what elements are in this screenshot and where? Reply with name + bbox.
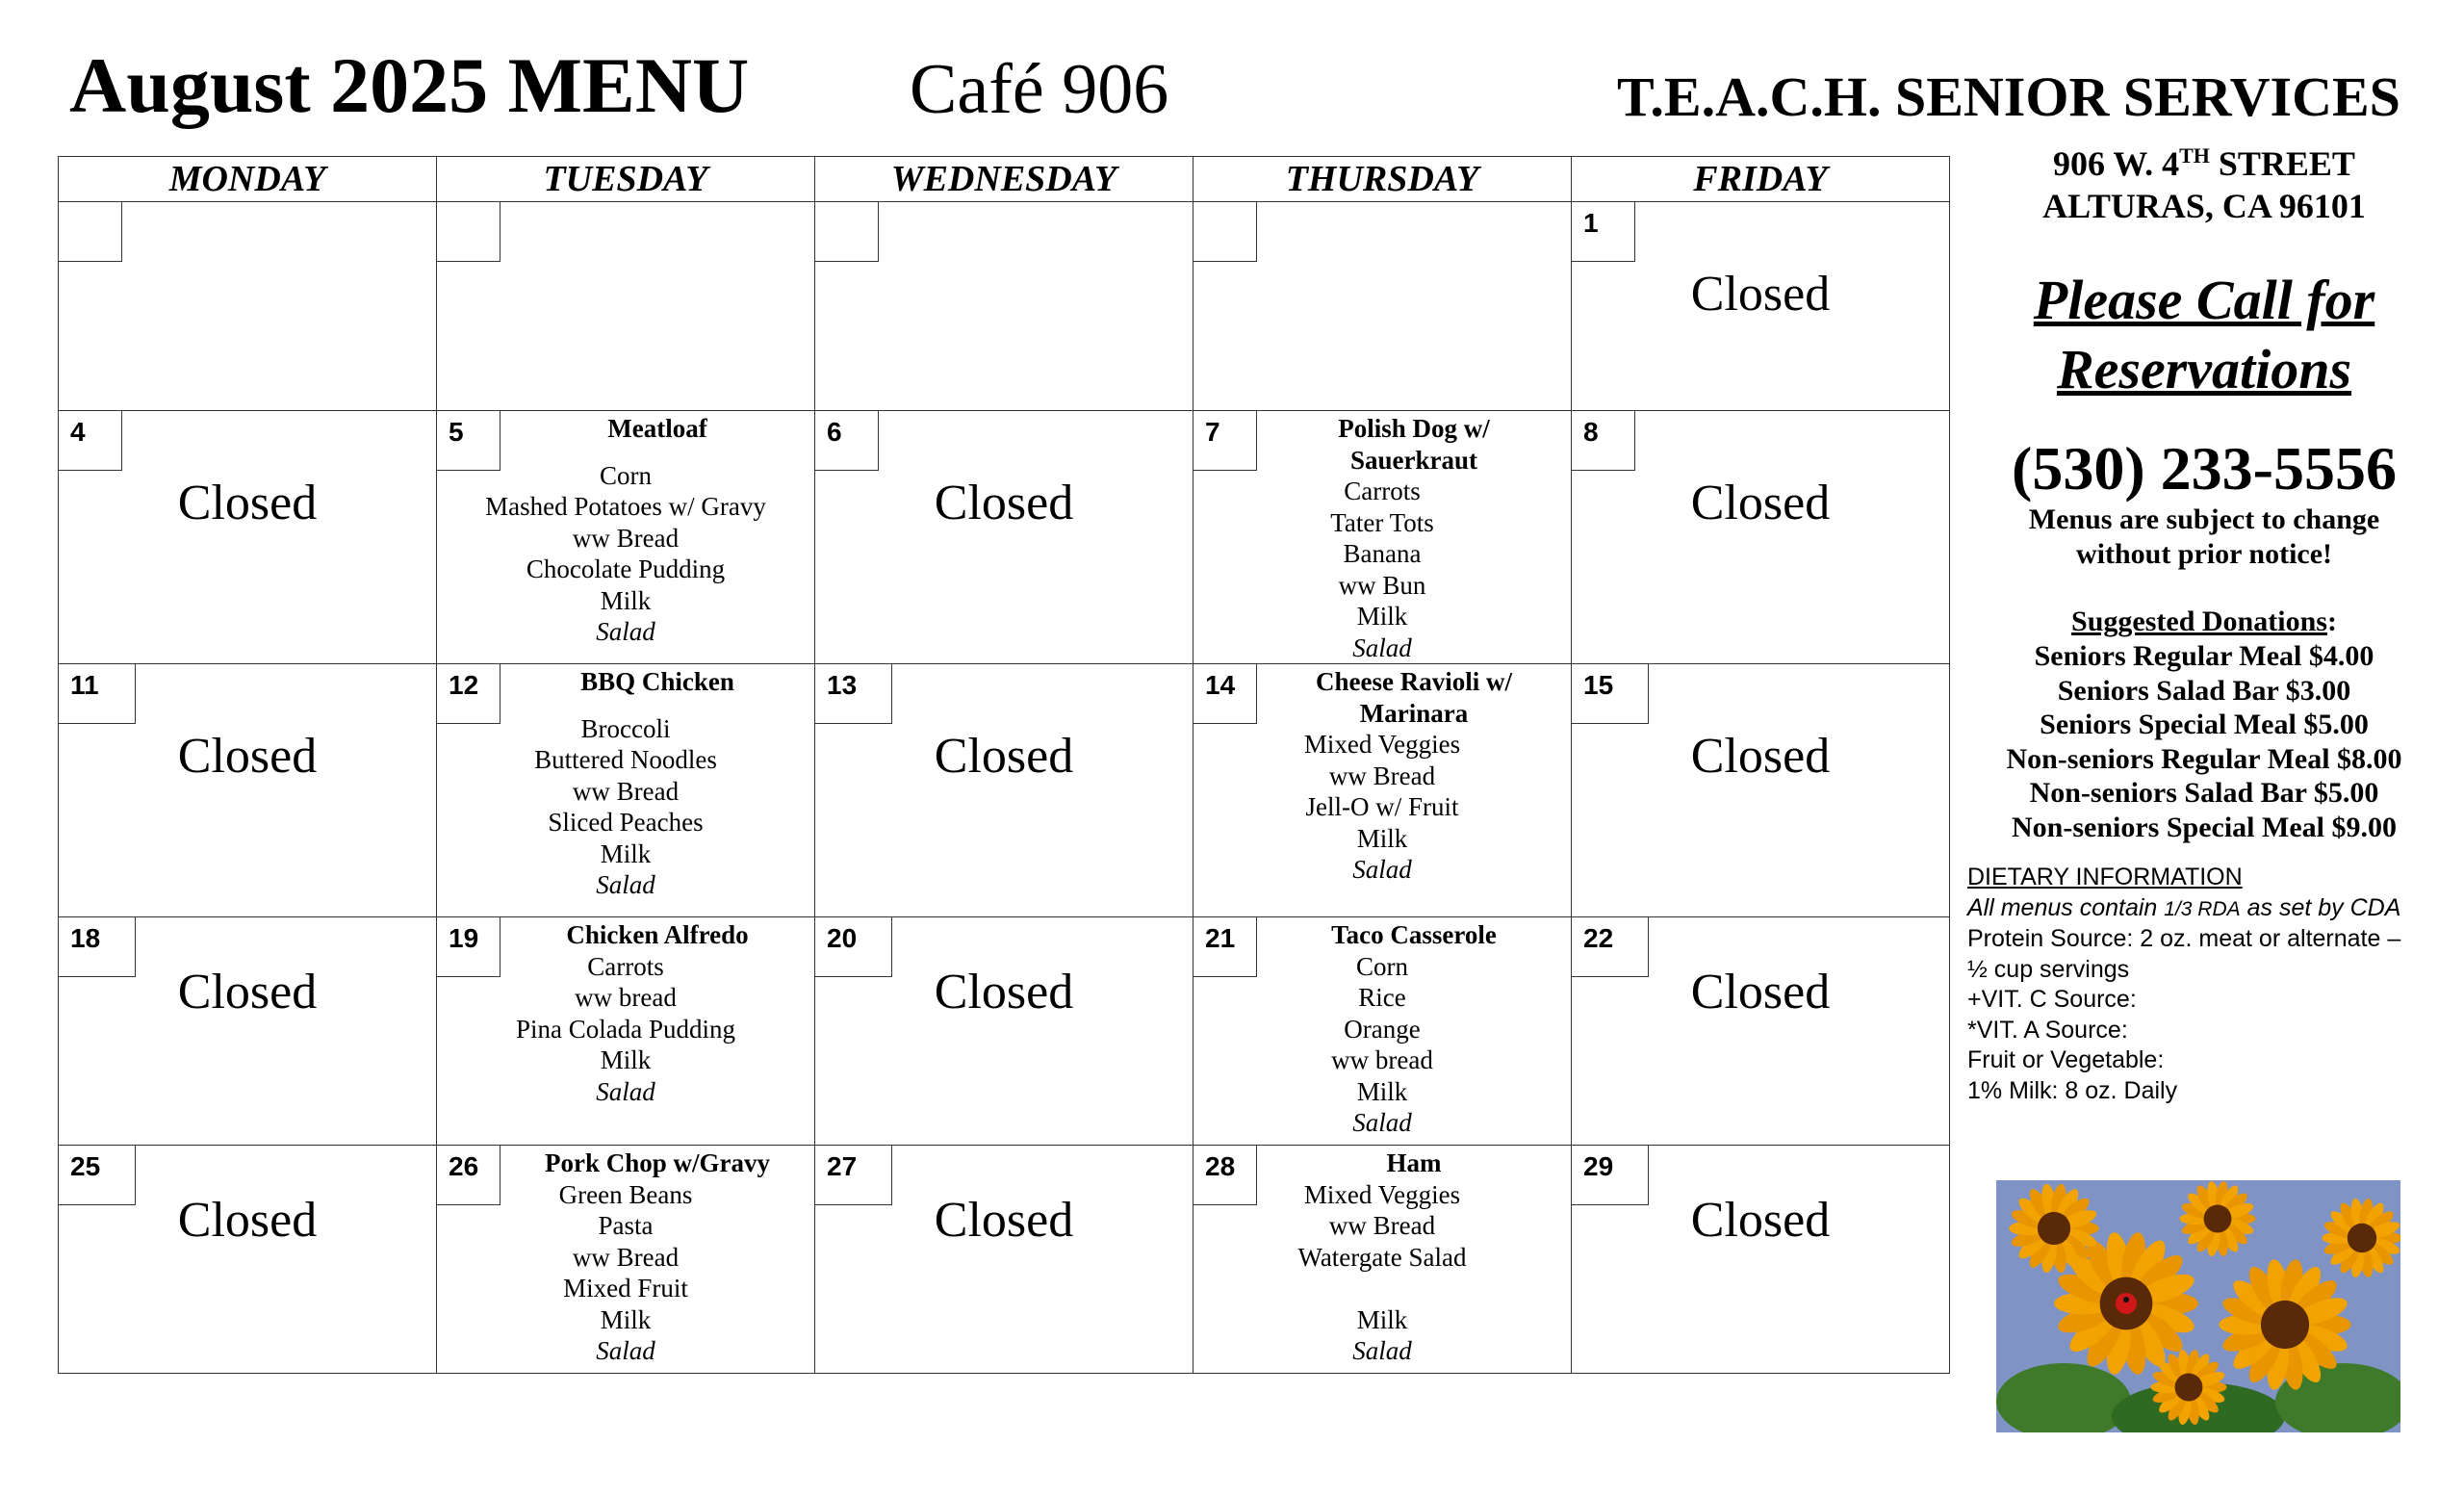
week-row [59, 411, 1950, 664]
sunflower-photo [1996, 1180, 2400, 1432]
day-cell [437, 411, 815, 664]
side-item: Sliced Peaches [548, 808, 704, 837]
day-cell [815, 664, 1194, 917]
address-ordinal: TH [2179, 143, 2210, 168]
day-cell [1572, 202, 1950, 411]
week-row [59, 1146, 1950, 1374]
side-item: Banana [1343, 539, 1422, 568]
closed-label: Closed [1690, 476, 1831, 530]
closed-label: Closed [177, 729, 318, 784]
side-item: Mashed Potatoes w/ Gravy [485, 492, 766, 521]
side-item: ww Bread [572, 1242, 680, 1272]
day-cell [815, 202, 1194, 411]
dietary-line: Protein Source: 2 oz. meat or alternate – ½ cup servings [1967, 925, 2401, 983]
side-item: Mixed Fruit [563, 1274, 688, 1303]
day-number: 12 [437, 664, 500, 724]
closed-label: Closed [934, 1193, 1074, 1248]
menu-calendar [58, 156, 1950, 1374]
side-item: Milk [1356, 602, 1408, 631]
side-item: Milk [600, 1304, 652, 1334]
address-street: 906 W. 4 [2053, 144, 2180, 183]
side-item: Milk [1356, 823, 1408, 853]
entree: Cheese Ravioli w/ [1316, 667, 1512, 696]
weekday-tuesday: TUESDAY [437, 157, 815, 202]
dietary-line: 1% Milk: 8 oz. Daily [1967, 1076, 2178, 1104]
closed-label: Closed [1690, 729, 1831, 784]
side-item: Corn [1356, 951, 1408, 981]
week-row [59, 664, 1950, 917]
rda-prefix: All menus contain [1967, 893, 2165, 921]
day-cell [1194, 1146, 1572, 1374]
entree: Polish Dog w/ [1338, 414, 1490, 443]
entree: Pork Chop w/Gravy [544, 1148, 770, 1177]
side-item: Milk [600, 838, 652, 868]
day-cell [437, 202, 815, 411]
closed-label: Closed [177, 1193, 318, 1248]
side-item: Rice [1358, 983, 1406, 1012]
weekday-friday: FRIDAY [1572, 157, 1950, 202]
entree: Taco Casserole [1331, 920, 1497, 949]
salad-item: Salad [596, 870, 655, 899]
closed-label: Closed [1690, 965, 1831, 1019]
address-street-end: STREET [2209, 144, 2355, 183]
week-row [59, 202, 1950, 411]
day-number: 21 [1194, 917, 1257, 977]
side-item: Milk [1356, 1076, 1408, 1106]
entree: Marinara [1359, 698, 1469, 728]
donation-item: Non-seniors Regular Meal $8.00 [2006, 742, 2402, 775]
side-item: ww Bread [1328, 1211, 1436, 1240]
weekday-monday: MONDAY [59, 157, 437, 202]
day-cell [437, 1146, 815, 1374]
side-item: ww Bread [572, 776, 680, 806]
dietary-line: +VIT. C Source: [1967, 986, 2137, 1013]
rda-value: 1/3 RDA [2164, 897, 2241, 920]
weekday-thursday: THURSDAY [1194, 157, 1572, 202]
entree: Sauerkraut [1349, 445, 1477, 475]
week-row [59, 917, 1950, 1146]
side-item [1194, 1273, 1571, 1304]
salad-item: Salad [1352, 855, 1412, 884]
day-cell [59, 202, 437, 411]
side-item: Milk [600, 585, 652, 615]
day-number: 28 [1194, 1146, 1257, 1205]
side-item: ww Bread [1328, 761, 1436, 790]
reservation-line-1: Please Call for [2033, 269, 2375, 331]
side-item: Pina Colada Pudding [516, 1014, 735, 1044]
day-cell [1572, 411, 1950, 664]
rda-suffix: as set by CDA [2240, 893, 2401, 921]
day-cell [437, 917, 815, 1146]
day-number [437, 202, 500, 262]
side-item: ww Bun [1338, 570, 1426, 600]
closed-label: Closed [934, 729, 1074, 784]
closed-label: Closed [1690, 1193, 1831, 1248]
day-number: 15 [1572, 664, 1649, 724]
side-item: Orange [1344, 1014, 1421, 1044]
day-number: 6 [815, 411, 879, 471]
side-item: Milk [1356, 1304, 1408, 1334]
day-number: 7 [1194, 411, 1257, 471]
day-number: 19 [437, 917, 500, 977]
day-cell [1572, 664, 1950, 917]
entree: BBQ Chicken [580, 667, 734, 696]
salad-item: Salad [1352, 632, 1412, 662]
dietary-line: Fruit or Vegetable: [1967, 1046, 2165, 1073]
day-cell [437, 664, 815, 917]
side-item: ww bread [575, 983, 677, 1012]
side-item: Milk [600, 1045, 652, 1074]
day-cell [1572, 1146, 1950, 1374]
day-cell [815, 1146, 1194, 1374]
closed-label: Closed [934, 476, 1074, 530]
day-cell [59, 411, 437, 664]
day-number: 11 [59, 664, 136, 724]
address-city: ALTURAS, CA 96101 [2042, 187, 2366, 225]
donation-item: Non-seniors Salad Bar $5.00 [2029, 777, 2379, 809]
dietary-information [1967, 863, 2410, 1106]
menu-change-notice [1964, 503, 2445, 572]
day-number [1194, 202, 1257, 262]
salad-item: Salad [1352, 1336, 1412, 1365]
side-item: ww Bread [572, 523, 680, 553]
side-item: Green Beans [558, 1179, 693, 1209]
day-cell [815, 917, 1194, 1146]
day-cell [59, 917, 437, 1146]
side-item: Carrots [1344, 477, 1421, 505]
dietary-heading: DIETARY INFORMATION [1967, 864, 2243, 890]
day-cell [815, 411, 1194, 664]
day-number: 1 [1572, 202, 1635, 262]
donation-item: Seniors Special Meal $5.00 [2040, 709, 2369, 740]
reservation-line-2: Reservations [2056, 338, 2352, 400]
side-item: Carrots [587, 951, 664, 981]
sunflower-illustration [1996, 1180, 2400, 1432]
notice-line-1: Menus are subject to change [2028, 503, 2380, 535]
cafe-name: Café 906 [910, 50, 1169, 129]
closed-label: Closed [1690, 267, 1831, 322]
dietary-rda [1967, 893, 2410, 925]
day-cell [1572, 917, 1950, 1146]
salad-item: Salad [1352, 1108, 1412, 1137]
salad-item: Salad [596, 1336, 655, 1365]
side-item: Chocolate Pudding [526, 555, 726, 583]
notice-line-2: without prior notice! [2075, 538, 2333, 570]
entree: Meatloaf [607, 414, 707, 443]
day-cell [59, 664, 437, 917]
side-item: Mixed Veggies [1303, 1179, 1461, 1209]
day-number: 8 [1572, 411, 1635, 471]
page-title: August 2025 MENU [69, 41, 750, 129]
side-item: Corn [600, 460, 652, 490]
donations-list [1964, 639, 2445, 844]
weekday-header-row [59, 157, 1950, 202]
donation-item: Seniors Regular Meal $4.00 [2034, 640, 2374, 672]
day-number [815, 202, 879, 262]
salad-item: Salad [596, 1076, 655, 1106]
day-number [59, 202, 122, 262]
day-cell [1194, 411, 1572, 664]
donation-item: Non-seniors Special Meal $9.00 [2012, 811, 2397, 843]
day-number: 5 [437, 411, 500, 471]
day-cell [1194, 202, 1572, 411]
side-item: ww bread [1331, 1045, 1433, 1074]
weekday-wednesday: WEDNESDAY [815, 157, 1194, 202]
day-number: 29 [1572, 1146, 1649, 1205]
donation-item: Seniors Salad Bar $3.00 [2057, 674, 2351, 707]
day-cell [59, 1146, 437, 1374]
day-cell [1194, 917, 1572, 1146]
closed-label: Closed [177, 965, 318, 1019]
reservation-callout [1964, 266, 2445, 404]
donations-title: Suggested Donations: [2071, 606, 2337, 637]
side-item: Mixed Veggies [1303, 730, 1461, 759]
phone-number: (530) 233-5556 [2012, 434, 2397, 503]
entree: Chicken Alfredo [566, 920, 749, 949]
side-item: Watergate Salad [1297, 1242, 1467, 1272]
day-number: 18 [59, 917, 136, 977]
day-number: 4 [59, 411, 122, 471]
day-number: 20 [815, 917, 892, 977]
day-number: 26 [437, 1146, 500, 1205]
side-item: Jell-O w/ Fruit [1305, 792, 1459, 821]
entree: Ham [1386, 1148, 1442, 1177]
closed-label: Closed [934, 965, 1074, 1019]
ladybug-icon [2116, 1293, 2137, 1314]
day-number: 14 [1194, 664, 1257, 724]
salad-item: Salad [596, 617, 655, 646]
organization-name: T.E.A.C.H. SENIOR SERVICES [1617, 65, 2400, 128]
day-number: 22 [1572, 917, 1649, 977]
sidebar [1964, 135, 2445, 844]
dietary-line: *VIT. A Source: [1967, 1016, 2128, 1044]
donations-title-text: Suggested Donations [2071, 606, 2327, 637]
day-number: 25 [59, 1146, 136, 1205]
side-item: Pasta [598, 1211, 654, 1240]
day-cell [1194, 664, 1572, 917]
side-item: Broccoli [580, 713, 671, 743]
day-number: 13 [815, 664, 892, 724]
side-item: Tater Tots [1330, 507, 1434, 537]
address [1964, 135, 2445, 227]
day-number: 27 [815, 1146, 892, 1205]
side-item: Buttered Noodles [534, 745, 717, 774]
closed-label: Closed [177, 476, 318, 530]
